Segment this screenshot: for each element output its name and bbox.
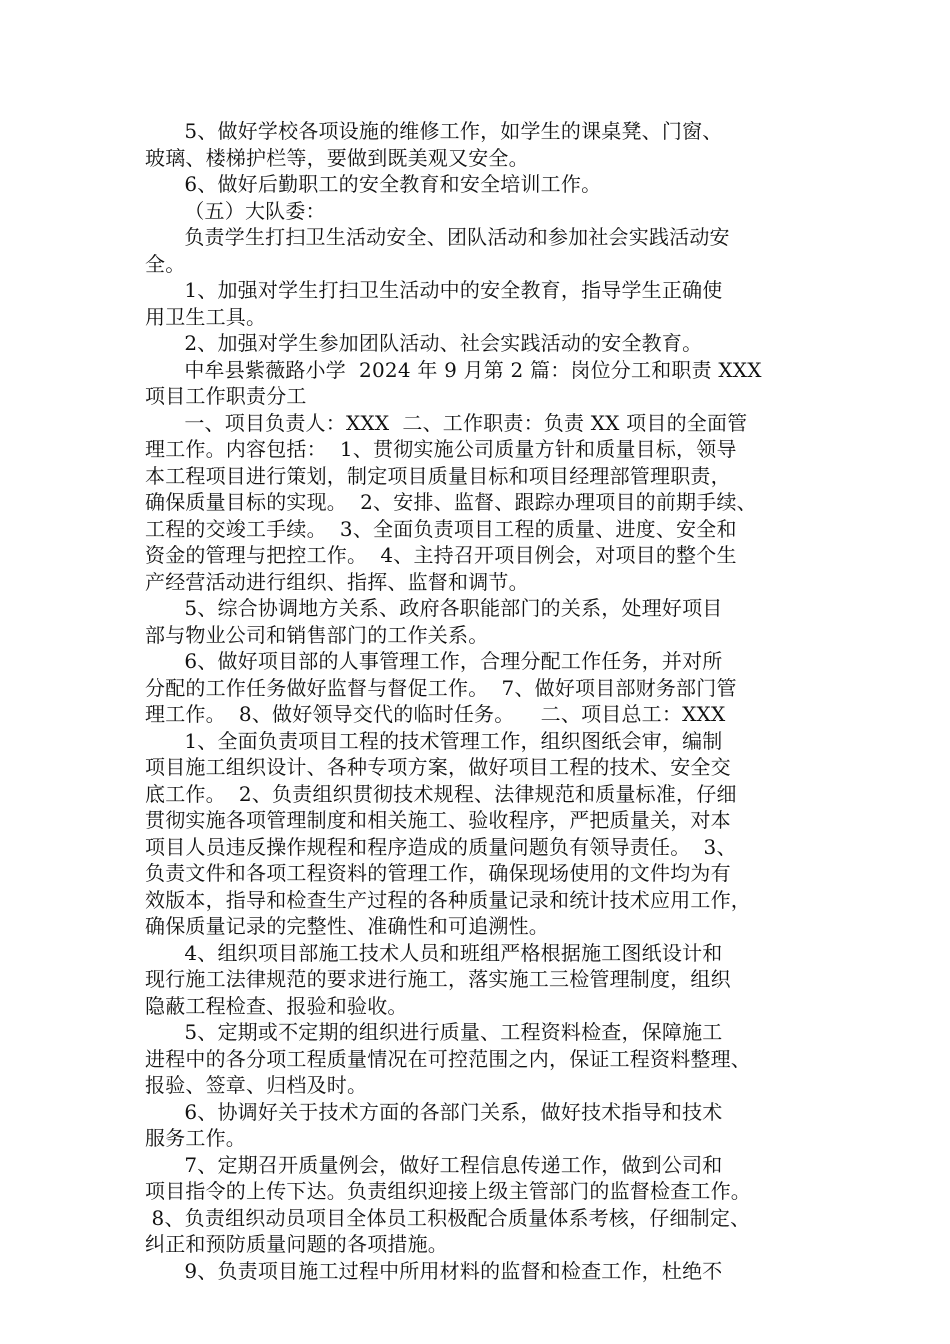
text-line: 现行施工法律规范的要求进行施工，落实施工三检管理制度，组织 [145, 967, 731, 991]
text-line: 7、定期召开质量例会，做好工程信息传递工作，做到公司和 [145, 1152, 723, 1177]
section-heading: （五）大队委： [145, 198, 326, 223]
text-line: 6、做好后勤职工的安全教育和安全培训工作。 [145, 172, 602, 196]
text-line: 玻璃、楼梯护栏等，要做到既美观又安全。 [145, 145, 529, 170]
text-line: 1、全面负责项目工程的技术管理工作，组织图纸会审，编制 [145, 728, 723, 753]
text-line: 中牟县紫薇路小学 2024 年 9 月第 2 篇：岗位分工和职责 XXX [145, 357, 762, 382]
text-line: 用卫生工具。 [145, 304, 267, 329]
text-line: 5、做好学校各项设施的维修工作，如学生的课桌凳、门窗、 [145, 119, 723, 143]
text-line: 服务工作。 [145, 1126, 246, 1150]
text-line: 项目人员违反操作规程和程序造成的质量问题负有领导责任。 3、 [145, 834, 737, 859]
text-line: 5、定期或不定期的组织进行质量、工程资料检查，保障施工 [145, 1020, 723, 1044]
text-line: 产经营活动进行组织、指挥、监督和调节。 [145, 569, 529, 594]
document-body [145, 118, 835, 1284]
text-line: 报验、签章、归档及时。 [145, 1073, 368, 1097]
text-line: 纠正和预防质量问题的各项措施。 [145, 1232, 448, 1256]
text-line: 负责文件和各项工程资料的管理工作，确保现场使用的文件均为有 [145, 861, 731, 885]
text-line: 6、协调好关于技术方面的各部门关系，做好技术指导和技术 [145, 1099, 723, 1124]
text-line: 隐蔽工程检查、报验和验收。 [145, 993, 408, 1018]
text-line: 贯彻实施各项管理制度和相关施工、验收程序，严把质量关，对本 [145, 808, 731, 832]
text-line: 项目工作职责分工 [145, 384, 307, 408]
text-line: 效版本，指导和检查生产过程的各种质量记录和统计技术应用工作， [145, 887, 751, 912]
text-line: 进程中的各分项工程质量情况在可控范围之内，保证工程资料整理、 [145, 1046, 751, 1071]
text-line: 5、综合协调地方关系、政府各职能部门的关系，处理好项目 [145, 596, 723, 620]
text-line: 项目施工组织设计、各种专项方案，做好项目工程的技术、安全交 [145, 755, 731, 779]
text-line: 确保质量记录的完整性、准确性和可追溯性。 [145, 914, 549, 938]
text-line: 分配的工作任务做好监督与督促工作。 7、做好项目部财务部门管 [145, 675, 737, 700]
text-line: 资金的管理与把控工作。 4、主持召开项目例会，对项目的整个生 [145, 543, 737, 567]
text-line: 本工程项目进行策划，制定项目质量目标和项目经理部管理职责， [145, 463, 731, 488]
text-line: 一、项目负责人：XXX 二、工作职责：负责 XX 项目的全面管 [145, 410, 748, 435]
text-line: 2、加强对学生参加团队活动、社会实践活动的安全教育。 [145, 331, 703, 355]
text-line: 底工作。 2、负责组织贯彻技术规程、法律规范和质量标准，仔细 [145, 781, 737, 806]
text-line: 理工作。内容包括： 1、贯彻实施公司质量方针和质量目标，领导 [145, 437, 737, 461]
text-line: 6、做好项目部的人事管理工作，合理分配工作任务，并对所 [145, 649, 723, 673]
text-line: 1、加强对学生打扫卫生活动中的安全教育，指导学生正确使 [145, 278, 723, 302]
text-line: 负责学生打扫卫生活动安全、团队活动和参加社会实践活动安 [145, 225, 730, 249]
text-line: 部与物业公司和销售部门的工作关系。 [145, 622, 489, 647]
text-line: 工程的交竣工手续。 3、全面负责项目工程的质量、进度、安全和 [145, 516, 737, 541]
text-line: 9、负责项目施工过程中所用材料的监督和检查工作，杜绝不 [145, 1258, 723, 1283]
text-line: 项目指令的上传下达。负责组织迎接上级主管部门的监督检查工作。 [145, 1179, 751, 1203]
text-line: 4、组织项目部施工技术人员和班组严格根据施工图纸设计和 [145, 940, 723, 965]
text-line: 8、负责组织动员项目全体员工积极配合质量体系考核，仔细制定、 [145, 1205, 751, 1230]
text-line: 全。 [145, 251, 186, 276]
text-line: 理工作。 8、做好领导交代的临时任务。 二、项目总工：XXX [145, 702, 726, 726]
text-line: 确保质量目标的实现。 2、安排、监督、跟踪办理项目的前期手续、 [145, 490, 757, 514]
